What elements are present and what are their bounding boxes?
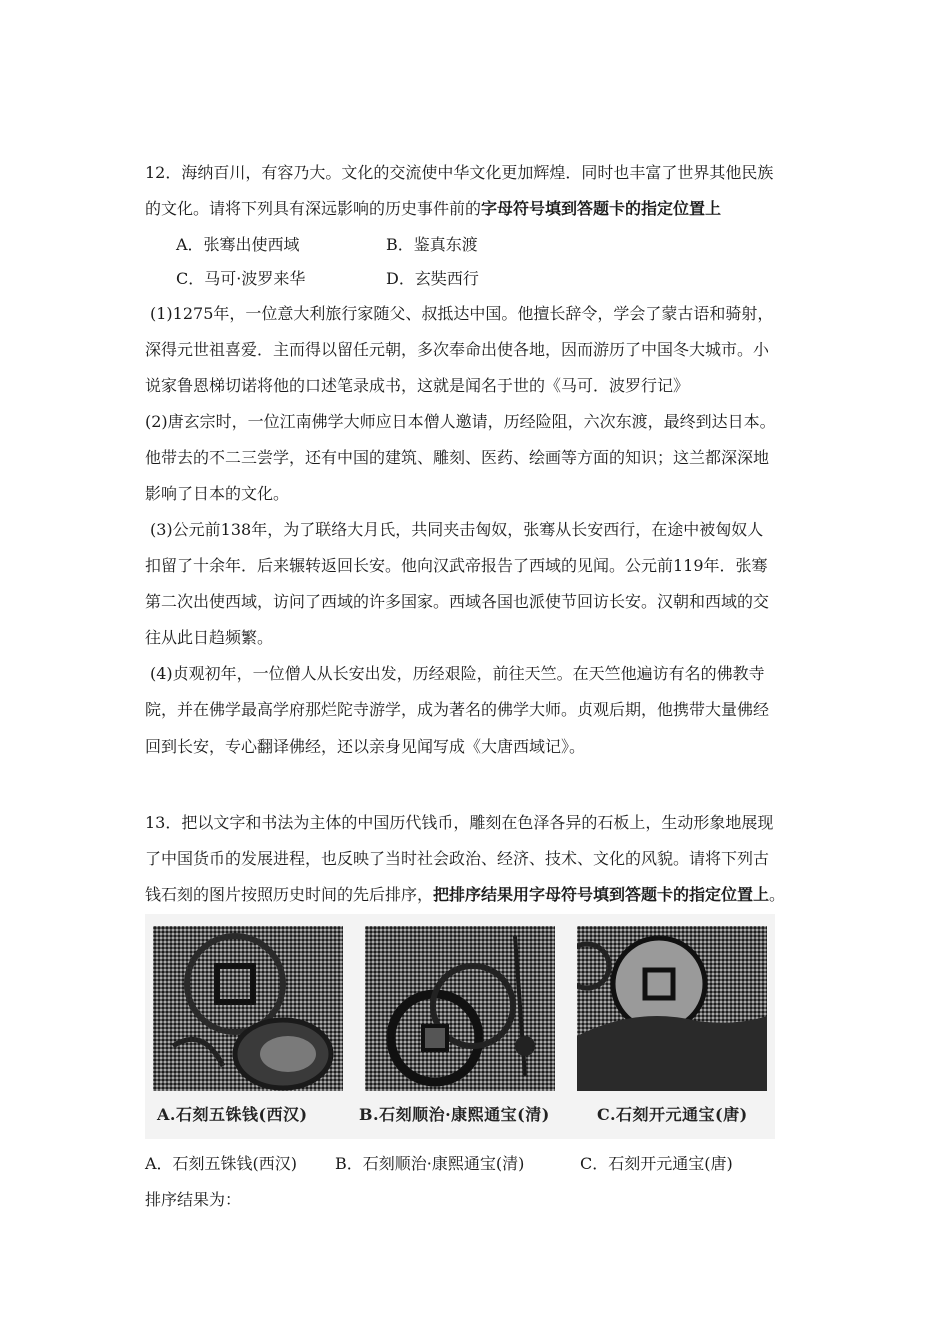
q13-option-c: C．石刻开元通宝(唐) <box>580 1154 733 1173</box>
q12-item-3-line-3: 第二次出使西域，访问了西域的许多国家。西域各国也派使节回访长安。汉朝和西域的交 <box>145 592 770 611</box>
figure-caption-c: C.石刻开元通宝(唐) <box>597 1105 748 1124</box>
q12-item-2-line-3: 影响了日本的文化。 <box>145 484 290 503</box>
q12-intro-line-1: 12．海纳百川，有容乃大。文化的交流使中华文化更加辉煌．同时也丰富了世界其他民族 <box>145 163 774 182</box>
wuzhu-coin-icon <box>153 926 343 1091</box>
q12-item-2-line-2: 他带去的不二三尝学，还有中国的建筑、雕刻、医药、绘画等方面的知识；这兰都深深地 <box>145 448 770 467</box>
q12-item-2-line-1: (2)唐玄宗时，一位江南佛学大师应日本僧人邀请，历经险阻，六次东渡，最终到达日本。 <box>145 412 776 431</box>
kaiyuan-coin-icon <box>577 926 767 1091</box>
q13-option-a: A．石刻五铢钱(西汉) <box>145 1154 298 1173</box>
q12-item-1-line-1: (1)1275年，一位意大利旅行家随父、叔抵达中国。他擅长辞令，学会了蒙古语和骑射， <box>150 304 774 323</box>
q12-option-d: D．玄奘西行 <box>386 269 479 288</box>
q13-line-3-end: 。 <box>769 885 786 904</box>
q12-option-a: A．张骞出使西域 <box>176 235 300 254</box>
q12-intro-plain: 的文化。请将下列具有深远影响的历史事件前的 <box>145 199 482 218</box>
figure-caption-b: B.石刻顺治·康熙通宝(清) <box>359 1105 550 1124</box>
figure-caption-a: A.石刻五铢钱(西汉) <box>157 1105 308 1124</box>
q12-item-1-line-3: 说家鲁恩梯切诺将他的口述笔录成书，这就是闻名于世的《马可．波罗行记》 <box>145 376 690 395</box>
q12-item-4-line-1: (4)贞观初年，一位僧人从长安出发，历经艰险，前往天竺。在天竺他遍访有名的佛教寺 <box>150 664 765 683</box>
q12-item-4-line-2: 院，并在佛学最高学府那烂陀寺游学，成为著名的佛学大师。贞观后期，他携带大量佛经 <box>145 700 770 719</box>
q13-line-3-bold: 把排序结果用字母符号填到答题卡的指定位置上 <box>433 885 770 904</box>
coin-stone-carving-figure <box>145 914 775 1139</box>
shunzhi-kangxi-coin-icon <box>365 926 555 1091</box>
coin-image-a <box>153 926 343 1091</box>
q13-line-2: 了中国货币的发展进程，也反映了当时社会政治、经济、技术、文化的风貌。请将下列古 <box>145 849 770 868</box>
q12-intro-bold: 字母符号填到答题卡的指定位置上 <box>481 199 722 218</box>
q13-answer-label: 排序结果为： <box>145 1190 242 1209</box>
q12-intro-line-2 <box>145 198 721 220</box>
q12-item-3-line-1: (3)公元前138年，为了联络大月氏，共同夹击匈奴，张骞从长安西行，在途中被匈奴人 <box>150 520 764 539</box>
q12-option-c: C．马可·波罗来华 <box>176 269 306 288</box>
q12-item-3-line-4: 往从此日趋频繁。 <box>145 628 274 647</box>
q13-option-b: B．石刻顺治·康熙通宝(清) <box>335 1154 525 1173</box>
q13-line-3-plain: 钱石刻的图片按照历史时间的先后排序， <box>145 885 434 904</box>
q12-item-1-line-2: 深得元世祖喜爱．主而得以留任元朝，多次奉命出使各地，因而游历了中国冬大城市。小 <box>145 340 770 359</box>
q13-line-3 <box>145 884 785 906</box>
q13-line-1: 13．把以文字和书法为主体的中国历代钱币，雕刻在色泽各异的石板上，生动形象地展现 <box>145 813 774 832</box>
q12-item-4-line-3: 回到长安，专心翻译佛经，还以亲身见闻写成《大唐西域记》。 <box>145 737 586 756</box>
q12-item-3-line-2: 扣留了十余年．后来辗转返回长安。他向汉武帝报告了西域的见闻。公元前119年．张骞 <box>145 556 768 575</box>
coin-image-b <box>365 926 555 1091</box>
coin-image-c <box>577 926 767 1091</box>
q12-option-b: B．鉴真东渡 <box>386 235 478 254</box>
